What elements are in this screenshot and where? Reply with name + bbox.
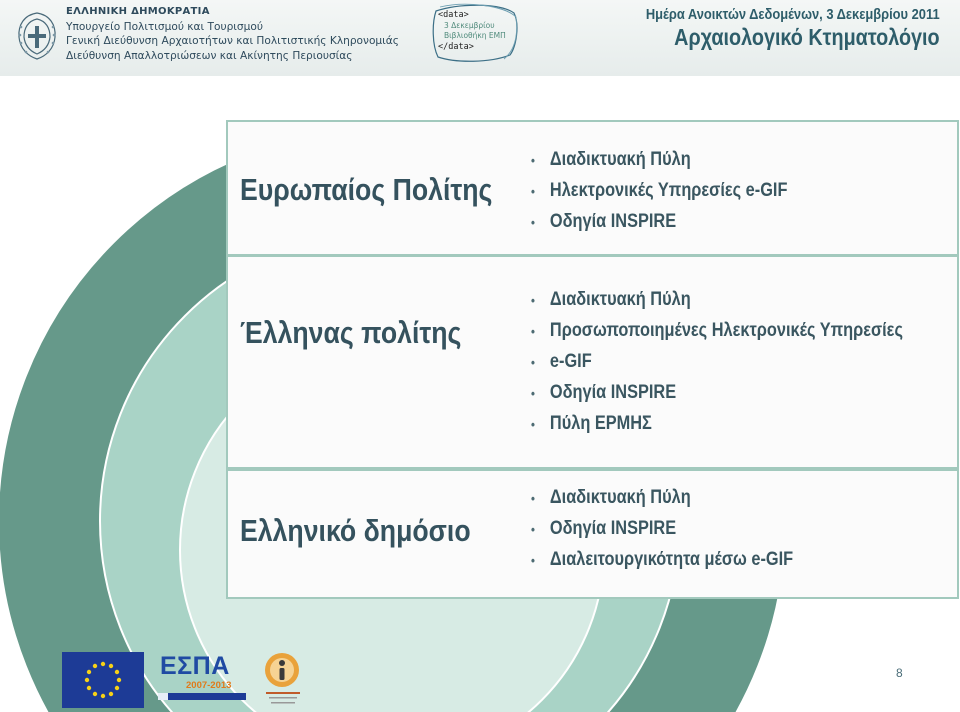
digital-greece-logo-icon bbox=[260, 650, 308, 710]
section-european-citizen bbox=[226, 120, 959, 256]
list-item: • Οδηγία INSPIRE bbox=[531, 206, 787, 237]
data-close-tag: </data> bbox=[438, 41, 474, 52]
event-date-line: Ημέρα Ανοικτών Δεδομένων, 3 Δεκεμβρίου 2011 bbox=[646, 6, 940, 23]
bullet-icon: • bbox=[531, 417, 535, 432]
ministry-name: Υπουργείο Πολιτισμού και Τουρισμού bbox=[66, 20, 263, 33]
list-item: • Ηλεκτρονικές Υπηρεσίες e-GIF bbox=[531, 175, 787, 206]
republic-label: ΕΛΛΗΝΙΚΗ ΔΗΜΟΚΡΑΤΙΑ bbox=[66, 6, 210, 17]
section-list bbox=[531, 144, 829, 237]
bullet-icon: • bbox=[531, 215, 535, 230]
list-item: • Πύλη ΕΡΜΗΣ bbox=[531, 408, 903, 439]
directorate-general: Γενική Διεύθυνση Αρχαιοτήτων και Πολιτιστικής Κληρονομιάς bbox=[66, 35, 399, 47]
directorate: Διεύθυνση Απαλλοτριώσεων και Ακίνητης Περιουσίας bbox=[66, 49, 353, 62]
section-greek-public-sector bbox=[226, 469, 959, 599]
section-title: Ευρωπαίος Πολίτης bbox=[240, 172, 493, 207]
greek-flag-icon bbox=[158, 693, 168, 700]
section-title: Ελληνικό δημόσιο bbox=[240, 513, 471, 548]
section-list bbox=[531, 284, 960, 439]
section-title: Έλληνας πολίτης bbox=[240, 315, 462, 350]
event-title: Αρχαιολογικό Κτηματολόγιο bbox=[674, 24, 940, 50]
list-item: • Διαδικτυακή Πύλη bbox=[531, 482, 793, 513]
list-item: • Οδηγία INSPIRE bbox=[531, 513, 793, 544]
list-item: • Διαδικτυακή Πύλη bbox=[531, 144, 787, 175]
espa-years: 2007-2013 bbox=[186, 680, 232, 691]
list-item: • e-GIF bbox=[531, 346, 903, 377]
list-item: • Προσωποποιημένες Ηλεκτρονικές Υπηρεσίες bbox=[531, 315, 903, 346]
espa-bar-icon bbox=[158, 693, 246, 700]
bullet-icon: • bbox=[531, 184, 535, 199]
data-logo-date: 3 Δεκεμβρίου bbox=[444, 20, 495, 30]
bullet-icon: • bbox=[531, 491, 535, 506]
list-item: • Διαλειτουργικότητα μέσω e-GIF bbox=[531, 544, 793, 575]
eu-flag-icon bbox=[62, 652, 144, 708]
section-greek-citizen bbox=[226, 255, 959, 469]
data-open-tag: <data> bbox=[438, 10, 469, 20]
list-item: • Οδηγία INSPIRE bbox=[531, 377, 903, 408]
bullet-icon: • bbox=[531, 386, 535, 401]
bullet-icon: • bbox=[531, 355, 535, 370]
data-logo-venue: Βιβλιοθήκη ΕΜΠ bbox=[444, 31, 506, 40]
espa-label: ΕΣΠΑ bbox=[160, 652, 230, 680]
bullet-icon: • bbox=[531, 293, 535, 308]
bullet-icon: • bbox=[531, 153, 535, 168]
page-number: 8 bbox=[896, 666, 903, 680]
bullet-icon: • bbox=[531, 553, 535, 568]
bullet-icon: • bbox=[531, 324, 535, 339]
section-list bbox=[531, 482, 836, 575]
espa-logo bbox=[158, 654, 248, 704]
list-item: • Διαδικτυακή Πύλη bbox=[531, 284, 903, 315]
bullet-icon: • bbox=[531, 522, 535, 537]
